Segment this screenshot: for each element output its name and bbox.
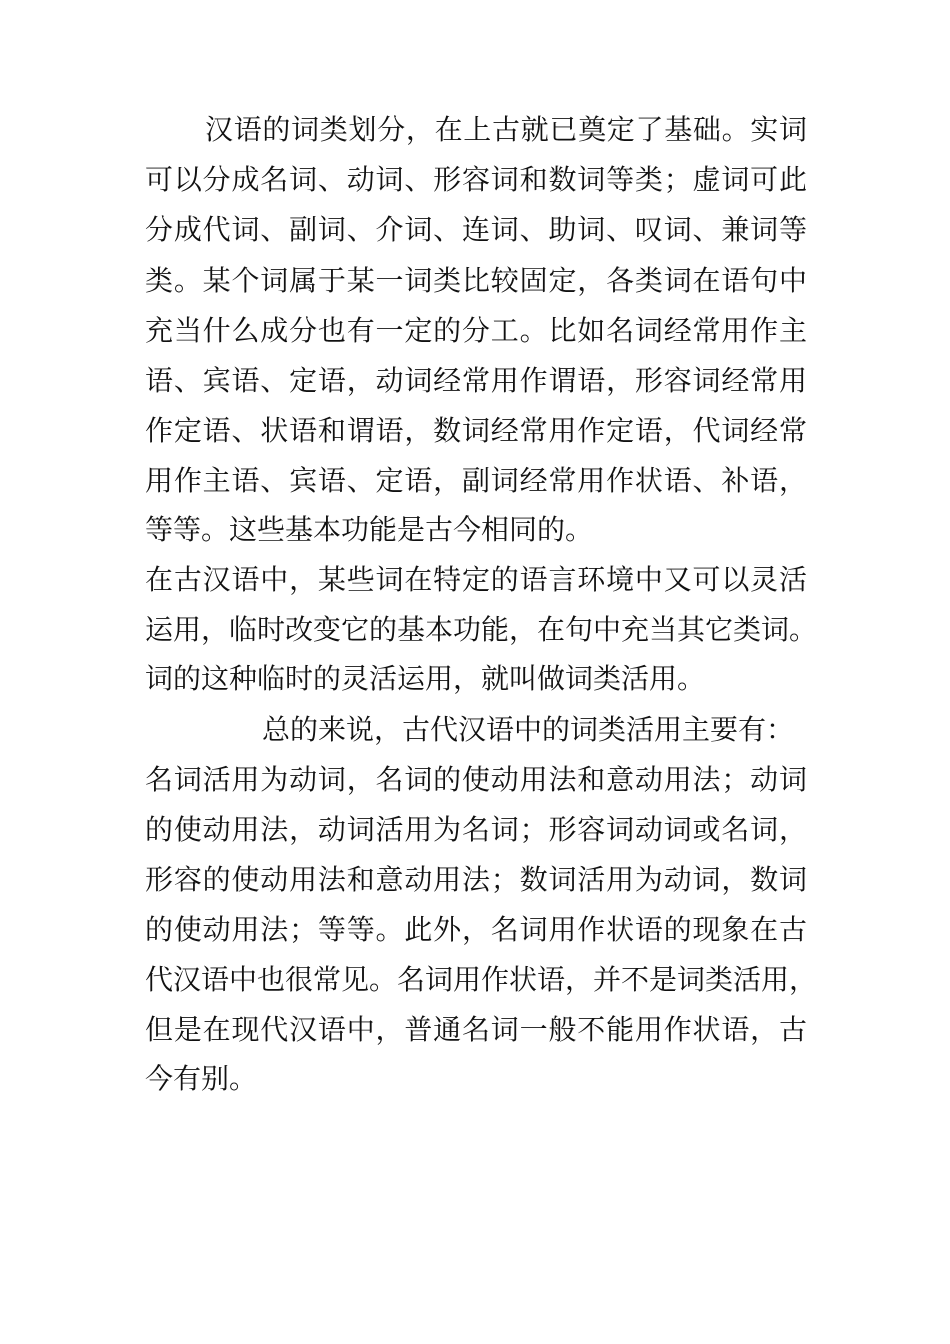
paragraph-3-line-7: 但是在现代汉语中，普通名词一般不能用作状语，古 [145, 1013, 807, 1046]
paragraph-2-line-3: 词的这种临时的灵活运用，就叫做词类活用。 [145, 662, 706, 695]
paragraph-2-line-2: 运用，临时改变它的基本功能，在句中充当其它类词。 [145, 613, 818, 646]
paragraph-3-line-4: 形容的使动用法和意动用法；数词活用为动词，数词 [145, 863, 807, 896]
paragraph-1-line-3: 分成代词、副词、介词、连词、助词、叹词、兼词等 [145, 213, 807, 246]
paragraph-3-line-6: 代汉语中也很常见。名词用作状语，并不是词类活用， [145, 963, 818, 996]
paragraph-1-line-9: 等等。这些基本功能是古今相同的。 [145, 513, 594, 546]
paragraph-1-line-8: 用作主语、宾语、定语，副词经常用作状语、补语， [145, 464, 807, 497]
paragraph-1-line-4: 类。某个词属于某一词类比较固定，各类词在语句中 [145, 264, 807, 297]
paragraph-1-line-6: 语、宾语、定语，动词经常用作谓语，形容词经常用 [145, 364, 807, 397]
paragraph-1-line-7: 作定语、状语和谓语，数词经常用作定语，代词经常 [145, 414, 807, 447]
paragraph-3-line-3: 的使动用法，动词活用为名词；形容词动词或名词， [145, 813, 807, 846]
paragraph-3-line-1: 总的来说，古代汉语中的词类活用主要有： [262, 713, 795, 746]
paragraph-3-line-8: 今有别。 [145, 1062, 258, 1095]
paragraph-1-line-5: 充当什么成分也有一定的分工。比如名词经常用作主 [145, 314, 807, 347]
paragraph-2-line-1: 在古汉语中，某些词在特定的语言环境中又可以灵活 [145, 563, 807, 596]
paragraph-3-line-2: 名词活用为动词，名词的使动用法和意动用法；动词 [145, 763, 807, 796]
paragraph-3-line-5: 的使动用法；等等。此外，名词用作状语的现象在古 [145, 913, 807, 946]
paragraph-1-line-2: 可以分成名词、动词、形容词和数词等类；虚词可此 [145, 163, 807, 196]
paragraph-1-line-1: 汉语的词类划分，在上古就已奠定了基础。实词 [205, 113, 807, 146]
